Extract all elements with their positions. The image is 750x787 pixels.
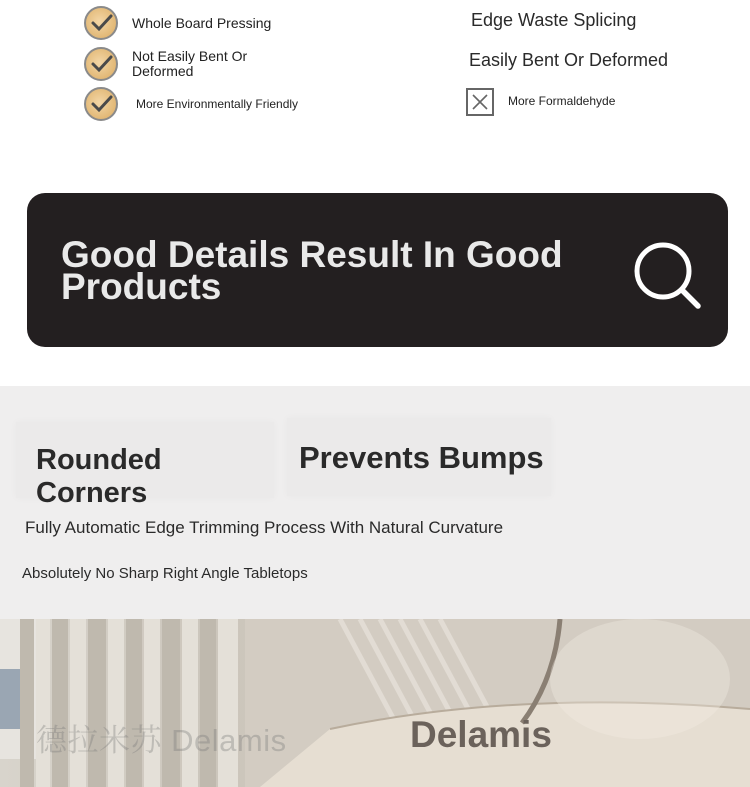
search-icon [633,241,703,316]
watermark: 德拉米苏 Delamis [36,723,287,758]
pro-item [84,47,272,81]
feature-description: Absolutely No Sharp Right Angle Tabletops [22,565,308,582]
feature-card [287,418,551,496]
card-title: Rounded Corners [36,444,162,509]
rounded-corners-section [0,386,750,619]
pro-label: Whole Board Pressing [132,14,272,31]
feature-card [16,422,274,509]
product-photo [0,619,750,787]
x-box-icon [466,88,494,116]
photo-illustration [0,619,750,787]
con-title: Edge Waste Splicing [471,10,637,30]
pro-item [84,6,271,40]
banner-title: Good Details Result In Good Products [61,234,563,307]
comparison-section [0,0,750,160]
pro-item [84,87,298,121]
pro-label: More Environmentally Friendly [136,96,299,111]
con-label: More Formaldehyde [508,94,616,108]
check-badge-icon [84,87,118,121]
brand-logo-text: Delamis [410,714,552,755]
check-badge-icon [84,47,118,81]
pro-label: Not Easily Bent Or Deformed [132,48,248,79]
card-title: Prevents Bumps [299,440,544,475]
details-banner [27,193,728,347]
check-badge-icon [84,6,118,40]
feature-description: Fully Automatic Edge Trimming Process With Natural Curvature [25,518,504,537]
con-title: Easily Bent Or Deformed [469,50,669,70]
